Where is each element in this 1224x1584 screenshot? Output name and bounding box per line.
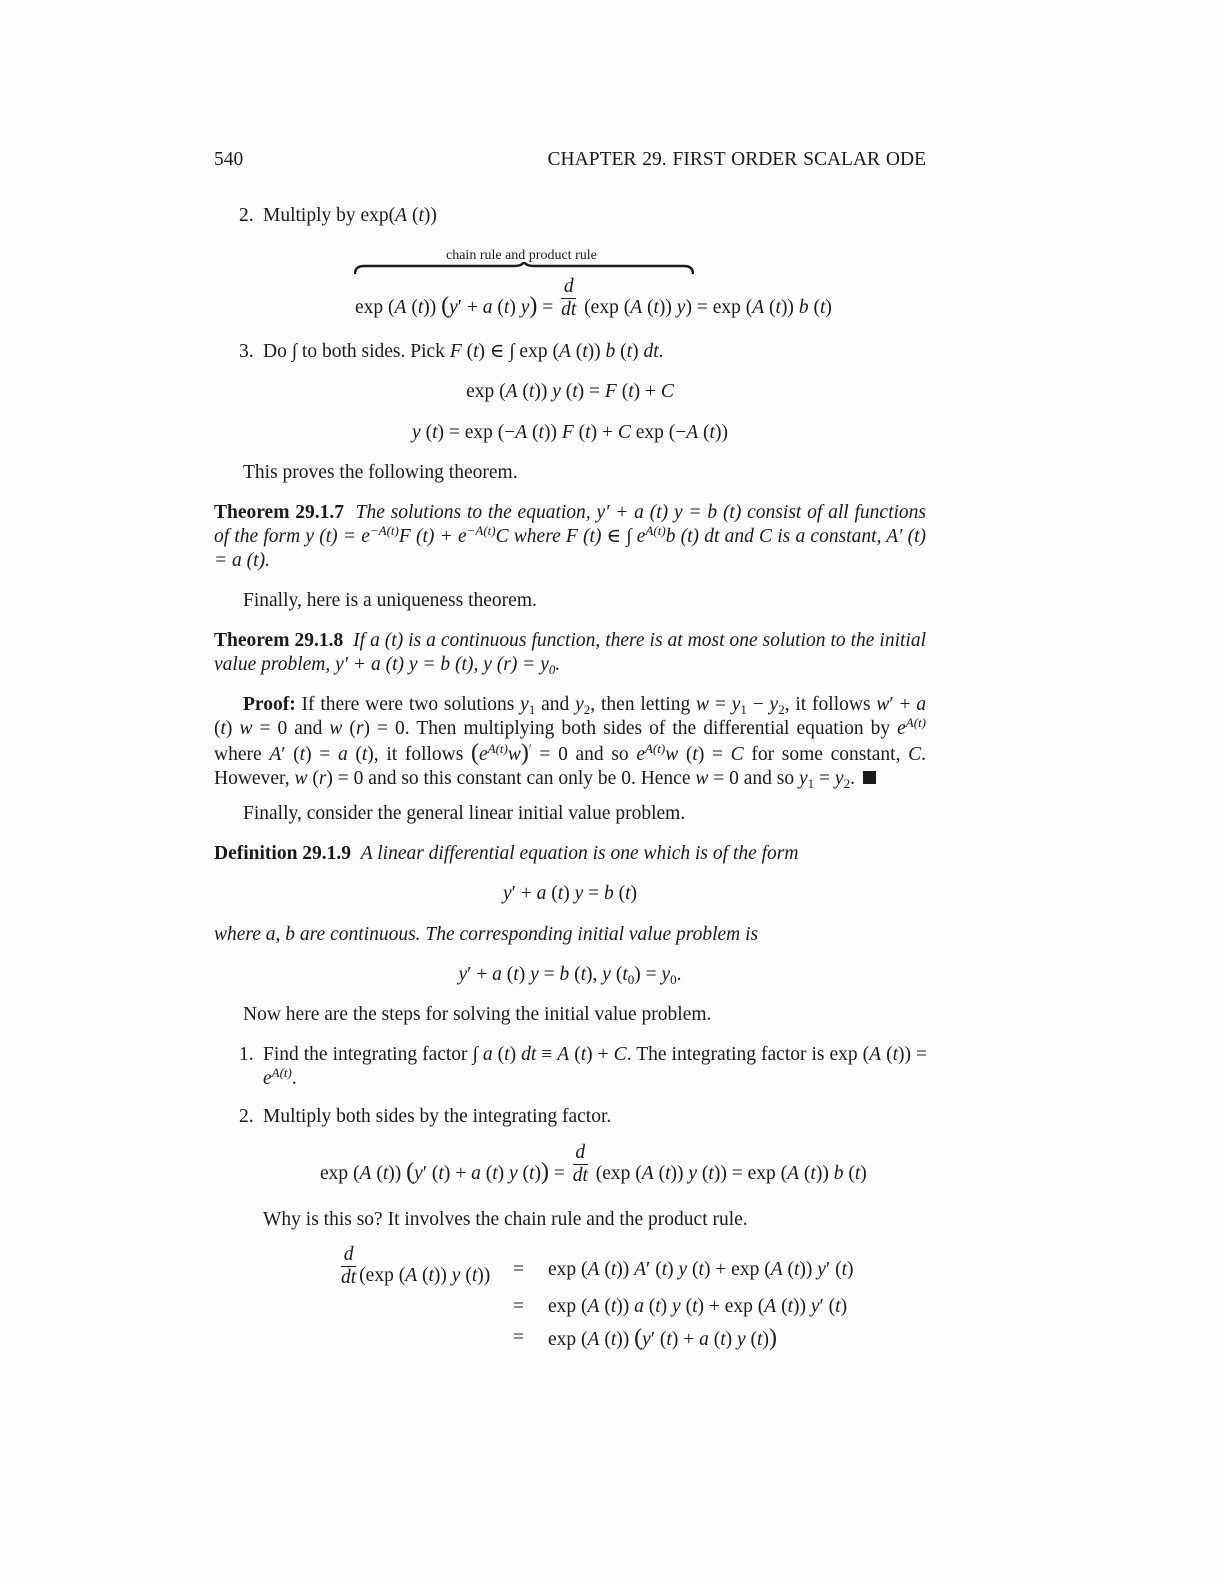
step-2-number: 2. [239,205,254,226]
derivation-eq-2: = [513,1296,524,1317]
chapter-title: CHAPTER 29. FIRST ORDER SCALAR ODE [547,149,926,170]
general-intro: Finally, consider the general linear initial value problem. [243,803,686,824]
page-number: 540 [214,149,244,170]
proof-label: Proof: [243,694,296,715]
step-list-2-number: 2. [239,1106,254,1127]
derivation-eq-3: = [513,1327,524,1348]
definition-label: Definition 29.1.9 [214,843,352,864]
theorem-29-1-8: Theorem 29.1.8 If a (t) is a continuous function, there is at most one solution to the initial value problem, y′ + a (t) y = b (t), y $(r) = y_0$. [214,630,927,677]
equation-solution: y (t) = exp (−A (t)) F (t) + C exp (−A (t)) [412,422,728,443]
steps-intro: Now here are the steps for solving the initial value problem. [243,1004,712,1025]
definition-text-2: where a, b are continuous. The corresponding initial value problem is [214,924,759,945]
theorem-29-1-7: Theorem 29.1.7 The solutions to the equation, y′ + a (t) y = b (t) consist of all functions of the form y $(t) = e^{-A(t)}F$ $(t) + e^{-A(t)}C$ where F (t) ∈ ∫ $e^{A(t)}b$ (t) dt and C is a constant, A′ (t) = a (t). [214,502,926,571]
step-list-1-number: 1. [239,1044,254,1065]
step-list-1-text: Find the integrating factor ∫ a (t) dt ≡ A (t) + C. The integrating factor is exp (A $(t)) = e^{A(t)}$. [263,1044,928,1089]
step-3-number: 3. [239,341,254,362]
ivp-equation: y′ + a (t) y = b (t), y $(t_0) = y_0$. [458,964,682,987]
derivation-rhs-1: exp (A (t)) A′ (t) y (t) + exp (A (t)) y′ (t) [548,1259,854,1280]
theorem-29-1-7-label: Theorem 29.1.7 [214,502,345,523]
derivation-eq-1: = [513,1259,524,1280]
step-list-2-text: Multiply both sides by the integrating factor. [263,1106,612,1127]
equation-integrating-factor: exp (A (t)) (y′ (t) + a (t) y (t)) = $\frac{d}{dt}$ (exp (A (t)) y (t)) = exp (A (t)) b (t) [320,1142,867,1186]
step-2-heading: Multiply by exp(A (t)) [263,205,437,226]
derivation-rhs-2: exp (A (t)) a (t) y (t) + exp (A (t)) y′ (t) [548,1296,848,1317]
proof: Proof: If there were two solutions $y_1$ and $y_2$, then letting $w = y_1 - y_2$, it follows w′ + a (t) w = 0 and w (r) = 0. Then multiplying both sides of the differential equation by $e^{A(t)}$ where A′ (t) = a (t), it follows $(e^{A(t)}w)' = 0$ and so $e^{A(t)}w$ (t) = C for some constant, C. However, w (r) = 0 and so this constant can only be 0. Hence w = 0 and so $y_1 = y_2$. [214,694,927,791]
qed-square-icon [863,771,876,784]
proves-text: This proves the following theorem. [243,462,518,483]
equation-integrated: exp (A (t)) y (t) = F (t) + C [466,381,674,402]
equation-multiplied: exp (A (t)) (y′ + a (t) y) = $\frac{d}{dt}$ (exp (A (t)) y) = exp (A (t)) b (t) [355,276,832,320]
linear-ode-equation: y′ + a (t) y = b (t) [502,883,638,904]
step-3-heading: Do ∫ to both sides. Pick F (t) ∈ ∫ exp (A (t)) b (t) dt. [263,341,664,362]
theorem-29-1-8-label: Theorem 29.1.8 [214,630,344,651]
derivation-lhs: $\frac{d}{dt}$ (exp (A (t)) y (t)) [341,1244,491,1288]
definition-text-1: A linear differential equation is one which is of the form [360,843,799,864]
overbrace [354,262,694,276]
uniqueness-intro: Finally, here is a uniqueness theorem. [243,590,537,611]
why-text: Why is this so? It involves the chain rule and the product rule. [263,1209,748,1230]
definition-29-1-9 [214,842,798,866]
brace-label: chain rule and product rule [446,248,597,263]
derivation-rhs-3: exp (A (t)) (y′ (t) + a (t) y (t)) [548,1325,777,1351]
